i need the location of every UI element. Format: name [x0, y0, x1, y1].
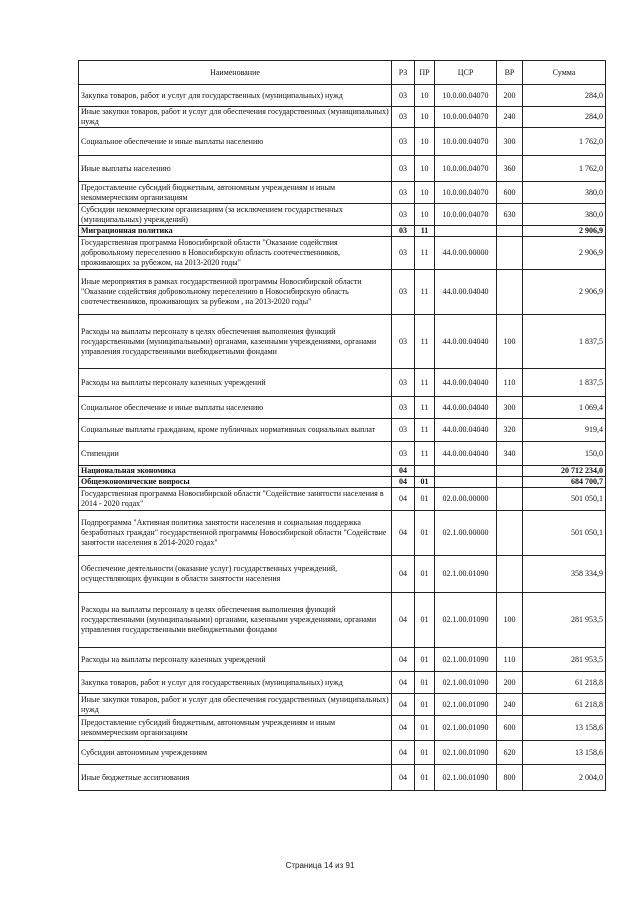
row-csr: 44.0.00.00000 — [435, 237, 497, 270]
row-pr: 01 — [415, 716, 435, 741]
row-csr: 10.0.00.04070 — [435, 156, 497, 182]
table-row — [79, 128, 606, 156]
row-vr: 240 — [497, 107, 523, 128]
row-sum: 2 906,9 — [523, 226, 606, 237]
row-rz: 03 — [392, 156, 415, 182]
row-sum: 1 762,0 — [523, 156, 606, 182]
header-name: Наименование — [79, 61, 392, 85]
budget-table — [78, 60, 606, 791]
row-csr: 10.0.00.04070 — [435, 85, 497, 107]
row-pr: 10 — [415, 85, 435, 107]
table-row — [79, 442, 606, 466]
row-name: Иные закупки товаров, работ и услуг для обеспечения государственных (муниципальных) нужд — [79, 694, 392, 716]
row-sum: 13 158,6 — [523, 716, 606, 741]
table-row — [79, 419, 606, 442]
row-sum: 684 700,7 — [523, 477, 606, 488]
row-sum: 919,4 — [523, 419, 606, 442]
row-vr — [497, 488, 523, 511]
row-sum: 358 334,9 — [523, 556, 606, 593]
row-rz: 03 — [392, 182, 415, 204]
row-vr: 800 — [497, 765, 523, 791]
row-vr — [497, 226, 523, 237]
row-pr: 11 — [415, 442, 435, 466]
row-vr: 110 — [497, 369, 523, 397]
row-rz: 03 — [392, 85, 415, 107]
row-vr — [497, 477, 523, 488]
row-name: Субсидии некоммерческим организациям (за исключением государственных (муниципальных) учреждений) — [79, 204, 392, 226]
row-csr: 44.0.00.04040 — [435, 270, 497, 315]
row-vr: 630 — [497, 204, 523, 226]
row-csr: 10.0.00.04070 — [435, 128, 497, 156]
row-rz: 03 — [392, 226, 415, 237]
table-row — [79, 85, 606, 107]
row-sum: 2 004,0 — [523, 765, 606, 791]
table-row — [79, 556, 606, 593]
row-sum: 380,0 — [523, 204, 606, 226]
row-pr: 01 — [415, 694, 435, 716]
row-pr: 01 — [415, 477, 435, 488]
row-vr — [497, 556, 523, 593]
row-name: Национальная экономика — [79, 466, 392, 477]
row-pr: 10 — [415, 156, 435, 182]
row-pr — [415, 466, 435, 477]
row-name: Расходы на выплаты персоналу в целях обеспечения выполнения функций государственными (муниципальными) органами, казенными учреждениями, органами управления государственными внебюджетными фондами — [79, 593, 392, 648]
row-rz: 03 — [392, 369, 415, 397]
row-name: Иные мероприятия в рамках государственной программы Новосибирской области "Оказание содействия добровольному переселению в Новосибирскую область соотечественников, проживающих за рубежом , на 2013-2020 годы" — [79, 270, 392, 315]
row-pr: 01 — [415, 672, 435, 694]
row-name: Предоставление субсидий бюджетным, автономным учреждениям и иным некоммерческим организациям — [79, 716, 392, 741]
row-pr: 11 — [415, 369, 435, 397]
table-row — [79, 694, 606, 716]
row-name: Общеэкономические вопросы — [79, 477, 392, 488]
row-vr: 340 — [497, 442, 523, 466]
row-pr: 11 — [415, 226, 435, 237]
row-csr: 02.1.00.01090 — [435, 648, 497, 672]
row-name: Расходы на выплаты персоналу в целях обеспечения выполнения функций государственными (муниципальными) органами, казенными учреждениями, органами управления государственными внебюджетными фондами — [79, 315, 392, 369]
row-vr: 240 — [497, 694, 523, 716]
document-page — [78, 60, 605, 791]
row-name: Иные закупки товаров, работ и услуг для обеспечения государственных (муниципальных) нужд — [79, 107, 392, 128]
row-name: Государственная программа Новосибирской области "Оказание содействия добровольному переселению в Новосибирскую область соотечественников, проживающих за рубежом, на 2013-2020 годы" — [79, 237, 392, 270]
row-name: Расходы на выплаты персоналу казенных учреждений — [79, 648, 392, 672]
row-pr: 01 — [415, 556, 435, 593]
row-vr — [497, 466, 523, 477]
row-rz: 03 — [392, 442, 415, 466]
row-vr: 100 — [497, 315, 523, 369]
row-rz: 04 — [392, 716, 415, 741]
table-row — [79, 672, 606, 694]
row-pr: 11 — [415, 397, 435, 419]
row-name: Государственная программа Новосибирской области "Содействие занятости населения в 2014 - 2020 годах" — [79, 488, 392, 511]
row-sum: 281 953,5 — [523, 593, 606, 648]
row-pr: 10 — [415, 128, 435, 156]
row-name: Закупка товаров, работ и услуг для государственных (муниципальных) нужд — [79, 85, 392, 107]
row-pr: 10 — [415, 107, 435, 128]
row-vr: 200 — [497, 672, 523, 694]
row-csr: 02.1.00.01090 — [435, 765, 497, 791]
row-name: Миграционная политика — [79, 226, 392, 237]
row-rz: 03 — [392, 204, 415, 226]
row-sum: 1 837,5 — [523, 315, 606, 369]
row-vr — [497, 237, 523, 270]
row-csr: 44.0.00.04040 — [435, 419, 497, 442]
header-pr: ПР — [415, 61, 435, 85]
row-rz: 04 — [392, 694, 415, 716]
row-vr: 600 — [497, 182, 523, 204]
row-csr: 02.1.00.01090 — [435, 716, 497, 741]
table-row — [79, 156, 606, 182]
page-number: Страница 14 из 91 — [285, 861, 355, 870]
table-row — [79, 369, 606, 397]
row-sum: 1 069,4 — [523, 397, 606, 419]
row-vr: 600 — [497, 716, 523, 741]
row-pr: 11 — [415, 315, 435, 369]
row-sum: 13 158,6 — [523, 741, 606, 765]
row-vr — [497, 270, 523, 315]
row-name: Стипендии — [79, 442, 392, 466]
row-sum: 284,0 — [523, 85, 606, 107]
row-pr: 01 — [415, 593, 435, 648]
row-vr: 110 — [497, 648, 523, 672]
row-name: Иные выплаты населению — [79, 156, 392, 182]
row-csr: 44.0.00.04040 — [435, 397, 497, 419]
row-rz: 04 — [392, 466, 415, 477]
row-csr: 02.1.00.01090 — [435, 741, 497, 765]
row-csr: 44.0.00.04040 — [435, 369, 497, 397]
row-name: Субсидии автономным учреждениям — [79, 741, 392, 765]
row-sum: 20 712 234,0 — [523, 466, 606, 477]
row-rz: 03 — [392, 315, 415, 369]
row-name: Социальные выплаты гражданам, кроме публичных нормативных социальных выплат — [79, 419, 392, 442]
row-rz: 03 — [392, 128, 415, 156]
row-csr: 02.1.00.00000 — [435, 511, 497, 556]
row-sum: 501 050,1 — [523, 511, 606, 556]
row-csr: 10.0.00.04070 — [435, 204, 497, 226]
row-rz: 04 — [392, 741, 415, 765]
table-row — [79, 511, 606, 556]
row-rz: 03 — [392, 419, 415, 442]
header-vr: ВР — [497, 61, 523, 85]
row-pr: 01 — [415, 648, 435, 672]
row-sum: 2 906,9 — [523, 270, 606, 315]
row-sum: 281 953,5 — [523, 648, 606, 672]
row-rz: 03 — [392, 237, 415, 270]
row-vr: 300 — [497, 128, 523, 156]
row-pr: 11 — [415, 419, 435, 442]
row-name: Предоставление субсидий бюджетным, автономным учреждениям и иным некоммерческим организациям — [79, 182, 392, 204]
row-sum: 1 762,0 — [523, 128, 606, 156]
table-row — [79, 593, 606, 648]
row-csr: 44.0.00.04040 — [435, 442, 497, 466]
row-csr: 02.0.00.00000 — [435, 488, 497, 511]
table-row — [79, 270, 606, 315]
table-row — [79, 716, 606, 741]
table-row — [79, 182, 606, 204]
row-csr: 10.0.00.04070 — [435, 182, 497, 204]
row-sum: 1 837,5 — [523, 369, 606, 397]
row-rz: 03 — [392, 107, 415, 128]
header-csr: ЦСР — [435, 61, 497, 85]
row-pr: 01 — [415, 741, 435, 765]
table-row — [79, 107, 606, 128]
row-csr: 02.1.00.01090 — [435, 593, 497, 648]
row-rz: 04 — [392, 477, 415, 488]
table-header-row — [79, 61, 606, 85]
table-row — [79, 226, 606, 237]
row-vr: 200 — [497, 85, 523, 107]
row-csr: 02.1.00.01090 — [435, 694, 497, 716]
row-vr: 620 — [497, 741, 523, 765]
row-pr: 10 — [415, 204, 435, 226]
row-name: Закупка товаров, работ и услуг для государственных (муниципальных) нужд — [79, 672, 392, 694]
row-name: Обеспечение деятельности (оказание услуг) государственных учреждений, осуществляющих функции в области занятости населения — [79, 556, 392, 593]
table-row — [79, 741, 606, 765]
header-rz: РЗ — [392, 61, 415, 85]
row-rz: 04 — [392, 648, 415, 672]
row-vr: 320 — [497, 419, 523, 442]
table-row — [79, 466, 606, 477]
row-csr — [435, 477, 497, 488]
table-row — [79, 648, 606, 672]
header-sum: Сумма — [523, 61, 606, 85]
row-rz: 04 — [392, 488, 415, 511]
table-row — [79, 488, 606, 511]
row-csr — [435, 466, 497, 477]
row-sum: 150,0 — [523, 442, 606, 466]
row-pr: 11 — [415, 237, 435, 270]
row-pr: 01 — [415, 488, 435, 511]
row-csr: 10.0.00.04070 — [435, 107, 497, 128]
row-sum: 380,0 — [523, 182, 606, 204]
row-pr: 01 — [415, 511, 435, 556]
row-sum: 61 218,8 — [523, 694, 606, 716]
table-row — [79, 315, 606, 369]
row-pr: 11 — [415, 270, 435, 315]
row-csr: 44.0.00.04040 — [435, 315, 497, 369]
row-sum: 61 218,8 — [523, 672, 606, 694]
row-sum: 284,0 — [523, 107, 606, 128]
row-vr: 300 — [497, 397, 523, 419]
row-vr — [497, 511, 523, 556]
row-csr — [435, 226, 497, 237]
row-pr: 01 — [415, 765, 435, 791]
row-rz: 04 — [392, 593, 415, 648]
row-name: Социальное обеспечение и иные выплаты населению — [79, 397, 392, 419]
table-row — [79, 397, 606, 419]
row-sum: 2 906,9 — [523, 237, 606, 270]
row-name: Расходы на выплаты персоналу казенных учреждений — [79, 369, 392, 397]
row-vr: 360 — [497, 156, 523, 182]
row-rz: 04 — [392, 556, 415, 593]
row-name: Подпрограмма "Активная политика занятости населения и социальная поддержка безработных граждан" государственной программы Новосибирской области "Содействие занятости населения в 2014-2020 годах" — [79, 511, 392, 556]
row-name: Социальное обеспечение и иные выплаты населению — [79, 128, 392, 156]
row-rz: 04 — [392, 672, 415, 694]
row-csr: 02.1.00.01090 — [435, 556, 497, 593]
table-row — [79, 765, 606, 791]
row-pr: 10 — [415, 182, 435, 204]
table-row — [79, 477, 606, 488]
row-rz: 03 — [392, 270, 415, 315]
row-csr: 02.1.00.01090 — [435, 672, 497, 694]
row-vr: 100 — [497, 593, 523, 648]
table-row — [79, 204, 606, 226]
row-rz: 04 — [392, 765, 415, 791]
row-name: Иные бюджетные ассигнования — [79, 765, 392, 791]
row-sum: 501 050,1 — [523, 488, 606, 511]
table-row — [79, 237, 606, 270]
row-rz: 03 — [392, 397, 415, 419]
row-rz: 04 — [392, 511, 415, 556]
table-body — [79, 85, 606, 791]
